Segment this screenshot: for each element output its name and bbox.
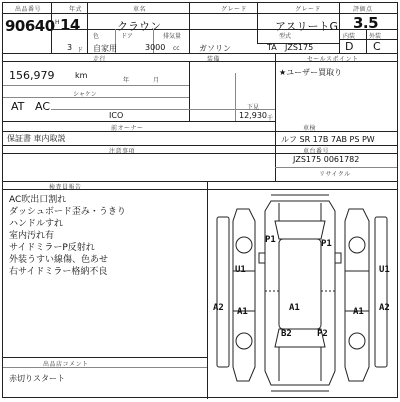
damage-label: P1 <box>321 239 332 249</box>
score-label: 評価点 <box>353 6 373 13</box>
transmission: AT <box>11 100 25 113</box>
note-item: サイドミラーP反射れ <box>9 243 95 253</box>
note-item: ハンドルすれ <box>9 219 64 229</box>
damage-label: A1 <box>353 307 364 317</box>
owners-label: 前オーナー <box>111 125 144 132</box>
exterior-grade: C <box>373 40 381 53</box>
color-small-label: 色 <box>93 33 100 40</box>
car-damage-diagram <box>209 191 395 397</box>
shaken-label: シャケン <box>73 91 97 98</box>
chassis-prefix: TA <box>267 43 277 52</box>
color-code: ICO <box>109 111 124 120</box>
recycle-label: リサイクル <box>319 171 351 178</box>
auction-score: 3.5 <box>353 14 379 32</box>
year-label: 年式 <box>69 6 83 13</box>
inspector-report-label: 検査員報告 <box>49 184 82 191</box>
note-item: AC吹出口割れ <box>9 195 67 205</box>
name-label: 車名 <box>133 6 147 13</box>
mileage-unit: km <box>75 71 88 80</box>
damage-label: A2 <box>213 303 224 313</box>
door-unit: ド <box>77 47 84 54</box>
equipment-label: 装備 <box>207 56 221 63</box>
grade-label: グレード <box>295 6 322 13</box>
damage-label: P1 <box>265 235 276 245</box>
mileage-value: 156,979 <box>9 69 55 82</box>
footer-label: 出品店コメント <box>43 361 89 368</box>
auction-sheet <box>2 2 398 398</box>
grade-name: アスリートG <box>275 20 339 33</box>
vin-number: JZS175 0061782 <box>293 155 360 164</box>
door-count: 3 <box>67 43 73 52</box>
note-item: 室内汚れ有 <box>9 231 55 241</box>
displacement-small-label: 排気量 <box>163 33 182 40</box>
damage-label: A1 <box>237 307 248 317</box>
note-item: 外装うすい線傷、色あせ <box>9 255 109 265</box>
notes-section-label: 注意事項 <box>109 148 136 155</box>
interior-small-label: 内装 <box>343 33 356 40</box>
interior-grade: D <box>345 40 354 53</box>
model-label: グレード <box>221 6 248 13</box>
footer-note: 赤切りスタート <box>9 374 65 383</box>
year-prefix: H <box>55 19 60 26</box>
price-unit: 千 <box>267 115 274 122</box>
door-small-label: ドア <box>121 33 133 40</box>
inspection-label: 車検 <box>303 125 317 132</box>
air-conditioning: AC <box>35 100 51 113</box>
displacement: 3000 <box>145 43 166 52</box>
damage-label: A2 <box>379 303 390 313</box>
equipment-codes: ルフ SR 17B 7AB PS PW <box>281 135 375 144</box>
model-year: 14 <box>60 16 80 34</box>
features-text: 保証書 車内取説 <box>7 134 66 143</box>
frame-number-label: 車台番号 <box>303 148 330 155</box>
exterior-small-label: 外装 <box>369 33 382 40</box>
price-value: 12,930 <box>239 111 267 120</box>
sales-comment: ★ユーザー買取り <box>279 68 343 77</box>
fuel-type: ガソリン <box>199 44 231 53</box>
chassis-small-label: 型式 <box>279 33 292 40</box>
damage-label: U1 <box>379 265 390 275</box>
month-small-label: 月 <box>153 77 160 84</box>
damage-label: P2 <box>317 329 328 339</box>
lot-number: 90640 <box>5 17 55 35</box>
comment-label: セールスポイント <box>307 56 359 63</box>
year-small-label: 年 <box>123 77 130 84</box>
damage-label: B2 <box>281 329 292 339</box>
note-item: ダッシュボード歪み・うきり <box>9 207 126 217</box>
displacement-unit: cc <box>173 45 180 52</box>
price-label: 下見 <box>247 104 260 111</box>
car-name: クラウン <box>117 20 161 33</box>
note-item: 右サイドミラー格納不良 <box>9 267 108 277</box>
usage-type: 自家用 <box>93 44 117 53</box>
mileage-label: 走行 <box>93 56 107 63</box>
damage-label: U1 <box>235 265 246 275</box>
chassis-code: JZS175 <box>285 43 314 52</box>
lot-label: 出品番号 <box>15 6 42 13</box>
damage-label: A1 <box>289 303 300 313</box>
